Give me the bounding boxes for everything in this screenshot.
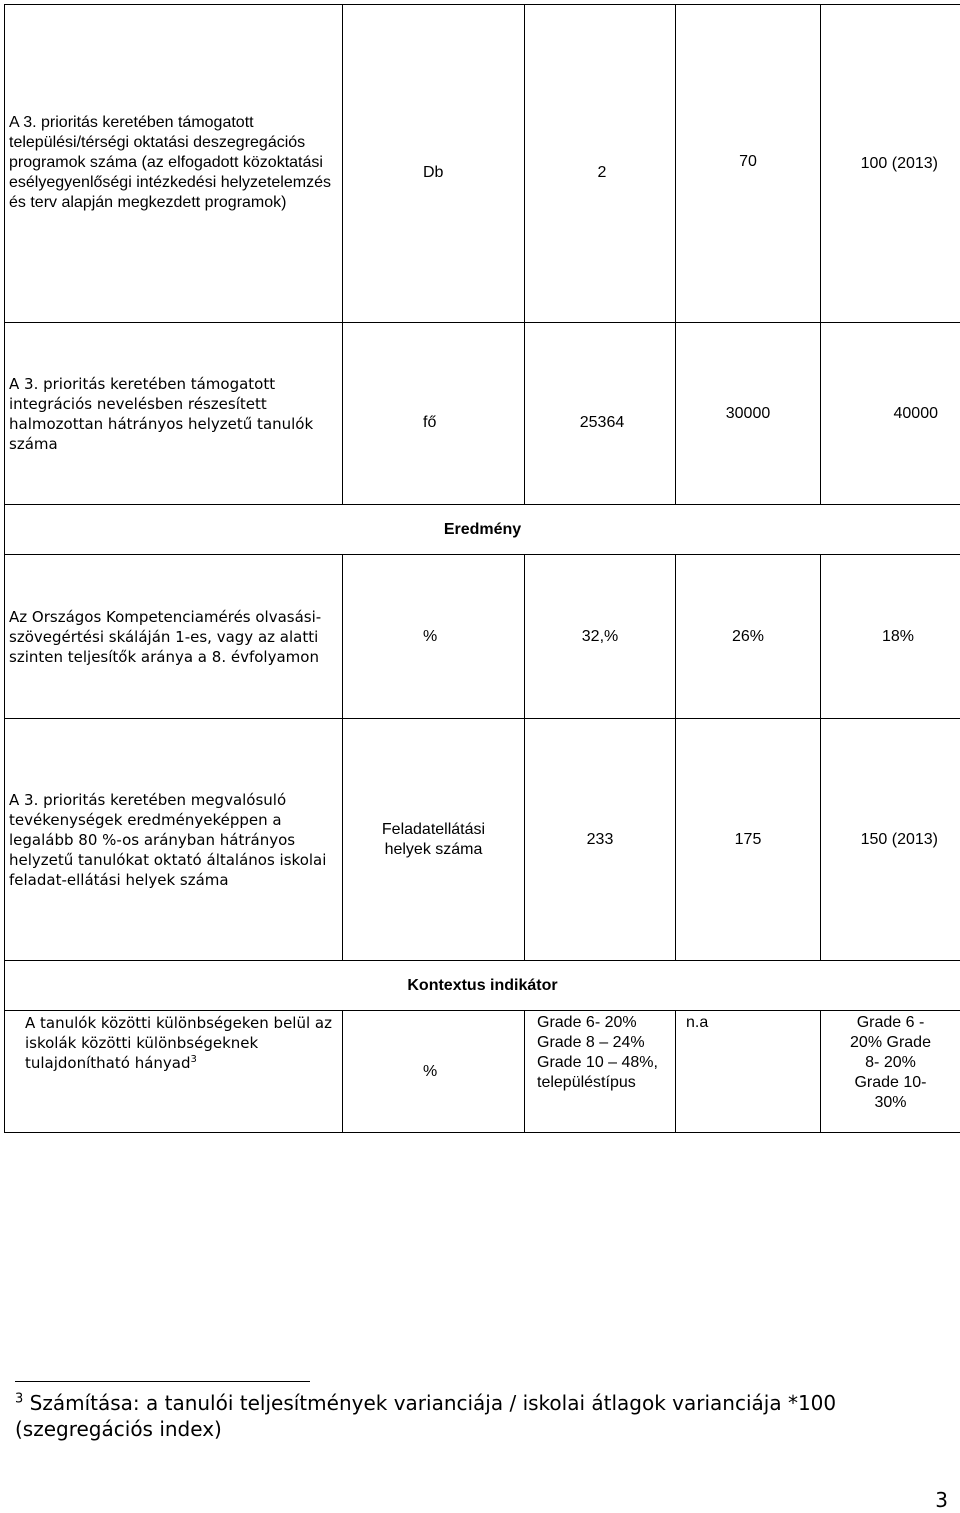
page-number: 3: [935, 1488, 948, 1512]
indicator-name-text: A tanulók közötti különbségeken belül az iskolák közötti különbségeknek tulajdonítható hányad: [25, 1014, 332, 1072]
footnote-text: Számítása: a tanulói teljesítmények varianciája / iskolai átlagok varianciája *100 (szegregációs index): [15, 1391, 837, 1441]
section-header: Kontextus indikátor: [5, 961, 960, 1011]
table-row: [5, 1011, 960, 1133]
base-value: Grade 6- 20% Grade 8 – 24% Grade 10 – 48%, településtípus: [525, 1011, 676, 1133]
unit-cell: %: [343, 555, 525, 719]
section-header: Eredmény: [5, 505, 960, 555]
base-value: 25364: [525, 323, 676, 505]
table-row: [5, 323, 960, 505]
table-row: [5, 555, 960, 719]
target-value: Grade 6 - 20% Grade 8- 20% Grade 10- 30%: [821, 1011, 960, 1133]
indicator-name: A 3. prioritás keretében támogatott települési/térségi oktatási deszegregációs programok száma (az elfogadott közoktatási esélyegyenlőségi intézkedési helyzetelemzés és terv alapján megkezdett programok): [5, 5, 343, 323]
unit-cell: fő: [343, 323, 525, 505]
base-value: 32,%: [525, 555, 676, 719]
indicator-name: [5, 1011, 343, 1133]
footnote: [15, 1390, 945, 1442]
unit-cell: %: [343, 1011, 525, 1133]
mid-value: 175: [676, 719, 821, 961]
mid-value: 26%: [676, 555, 821, 719]
base-value: 233: [525, 719, 676, 961]
base-value: 2: [525, 5, 676, 323]
table-row: [5, 5, 960, 323]
indicator-name: Az Országos Kompetenciamérés olvasási-szövegértési skáláján 1-es, vagy az alatti szinten teljesítők aránya a 8. évfolyamon: [5, 555, 343, 719]
footnote-number: 3: [15, 1391, 24, 1407]
target-value: 18%: [821, 555, 960, 719]
target-value: 150 (2013): [821, 719, 960, 961]
indicator-table: [4, 4, 960, 1133]
target-value: 40000: [821, 323, 960, 505]
footnote-divider: [15, 1381, 310, 1382]
table-row: [5, 505, 960, 555]
mid-value: 30000: [676, 323, 821, 505]
indicator-name: A 3. prioritás keretében támogatott integrációs nevelésben részesített halmozottan hátrányos helyzetű tanulók száma: [5, 323, 343, 505]
table-row: [5, 961, 960, 1011]
indicator-name: A 3. prioritás keretében megvalósuló tevékenységek eredményeképpen a legalább 80 %-os arányban hátrányos helyzetű tanulókat oktató általános iskolai feladat-ellátási helyek száma: [5, 719, 343, 961]
target-value: 100 (2013): [821, 5, 960, 323]
table-row: [5, 719, 960, 961]
mid-value: n.a: [676, 1011, 821, 1133]
mid-value: 70: [676, 5, 821, 323]
unit-cell: Db: [343, 5, 525, 323]
unit-cell: Feladatellátási helyek száma: [343, 719, 525, 961]
footnote-ref: 3: [190, 1054, 197, 1065]
